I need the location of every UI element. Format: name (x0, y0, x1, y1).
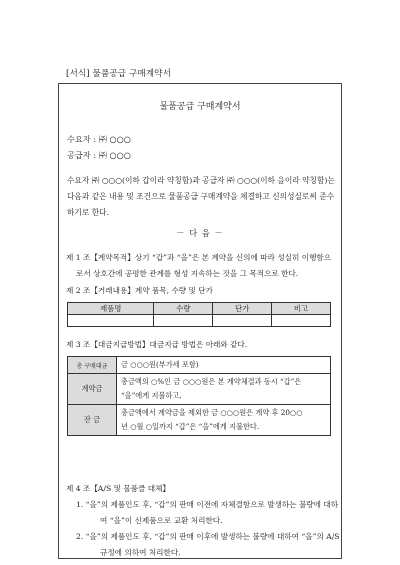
intro-line: 수요자 ㈜ ○○○(이하 갑이라 약칭함)과 공급자 ㈜ ○○○(이하 을이라 약칭함)는 (67, 176, 335, 185)
article-4-item-line: 2. “을”의 제품인도 후, “갑”의 판매 이후에 발생하는 불량에 대하여 “을”의 A/S (76, 532, 340, 541)
document-title: 물품공급 구매계약서 (159, 102, 241, 112)
total-value: 금 ○○○원(부가세 포함) (117, 357, 331, 374)
column-header-quantity: 수량 (154, 303, 213, 315)
intro-line: 하기로 한다. (67, 208, 110, 217)
column-header-unit-price: 단가 (213, 303, 272, 315)
supplier-line: 공급자 : ㈜ ○○○ (67, 150, 131, 160)
payment-row-total (68, 357, 331, 374)
table-row (68, 315, 331, 327)
article-1 (66, 250, 331, 281)
deposit-line: “을”에게 지불하고, (121, 391, 182, 400)
article-1-line: 로서 상호간에 공평한 관계를 형성 지속하는 것을 그 목적으로 한다. (76, 268, 299, 278)
article-4 (66, 481, 339, 561)
payment-table (67, 356, 331, 436)
article-1-line: 제 1 조【계약목적】상기 “갑”과 “을”은 본 계약을 신의에 따라 성실히 이행함으 (66, 253, 332, 262)
table-cell (213, 315, 272, 327)
balance-line: 년 ○월 ○일까지 “갑”은 “을”에게 지불한다. (121, 422, 260, 431)
contract-document (58, 83, 342, 559)
items-table (67, 302, 331, 327)
balance-value (117, 405, 331, 436)
table-cell (68, 315, 154, 327)
section-heading: － 다 음 － (176, 228, 224, 238)
article-4-item-line: 규정에 의하여 처리한다. (100, 548, 181, 557)
balance-label: 잔 금 (68, 405, 117, 436)
payment-row-balance (68, 405, 331, 436)
total-label: 총 구매대금 (68, 357, 117, 374)
article-4-item-line: 1. “을”의 제품인도 후, “갑”의 판매 이전에 자체결함으로 발생하는 불량에 대하 (76, 500, 339, 509)
deposit-label: 계약금 (68, 374, 117, 405)
column-header-product: 제품명 (68, 303, 154, 315)
list-item (66, 497, 339, 529)
intro-paragraph (67, 173, 335, 221)
table-cell (154, 315, 213, 327)
buyer-line: 수요자 : ㈜ ○○○ (67, 134, 131, 144)
article-4-item-line: 여 “을”이 신제품으로 교환 처리한다. (100, 516, 223, 525)
deposit-value (117, 374, 331, 405)
deposit-line: 총금액의 ○%인 금 ○○○원은 본 계약체결과 동시 “갑”은 (121, 377, 302, 386)
article-3: 제 3 조【대금지급방법】대금지급 방법은 아래와 같다. (66, 340, 248, 349)
items-table-header (68, 303, 331, 315)
balance-line: 총금액에서 계약금을 제외한 금 ○○○원은 계약 후 20○○ (121, 408, 303, 417)
payment-row-deposit (68, 374, 331, 405)
intro-line: 다음과 같은 내용 및 조건으로 물품공급 구매계약을 체결하고 신의성실로써 준수 (67, 192, 335, 201)
list-item (66, 529, 339, 561)
article-2: 제 2 조【거래내용】계약 품목, 수량 및 단가 (66, 286, 213, 295)
article-4-title: 제 4 조【A/S 및 물품클 대체】 (66, 484, 171, 493)
column-header-note: 비고 (272, 303, 331, 315)
table-cell (272, 315, 331, 327)
form-label: [서식] 물품공급 구매계약서 (66, 69, 171, 79)
